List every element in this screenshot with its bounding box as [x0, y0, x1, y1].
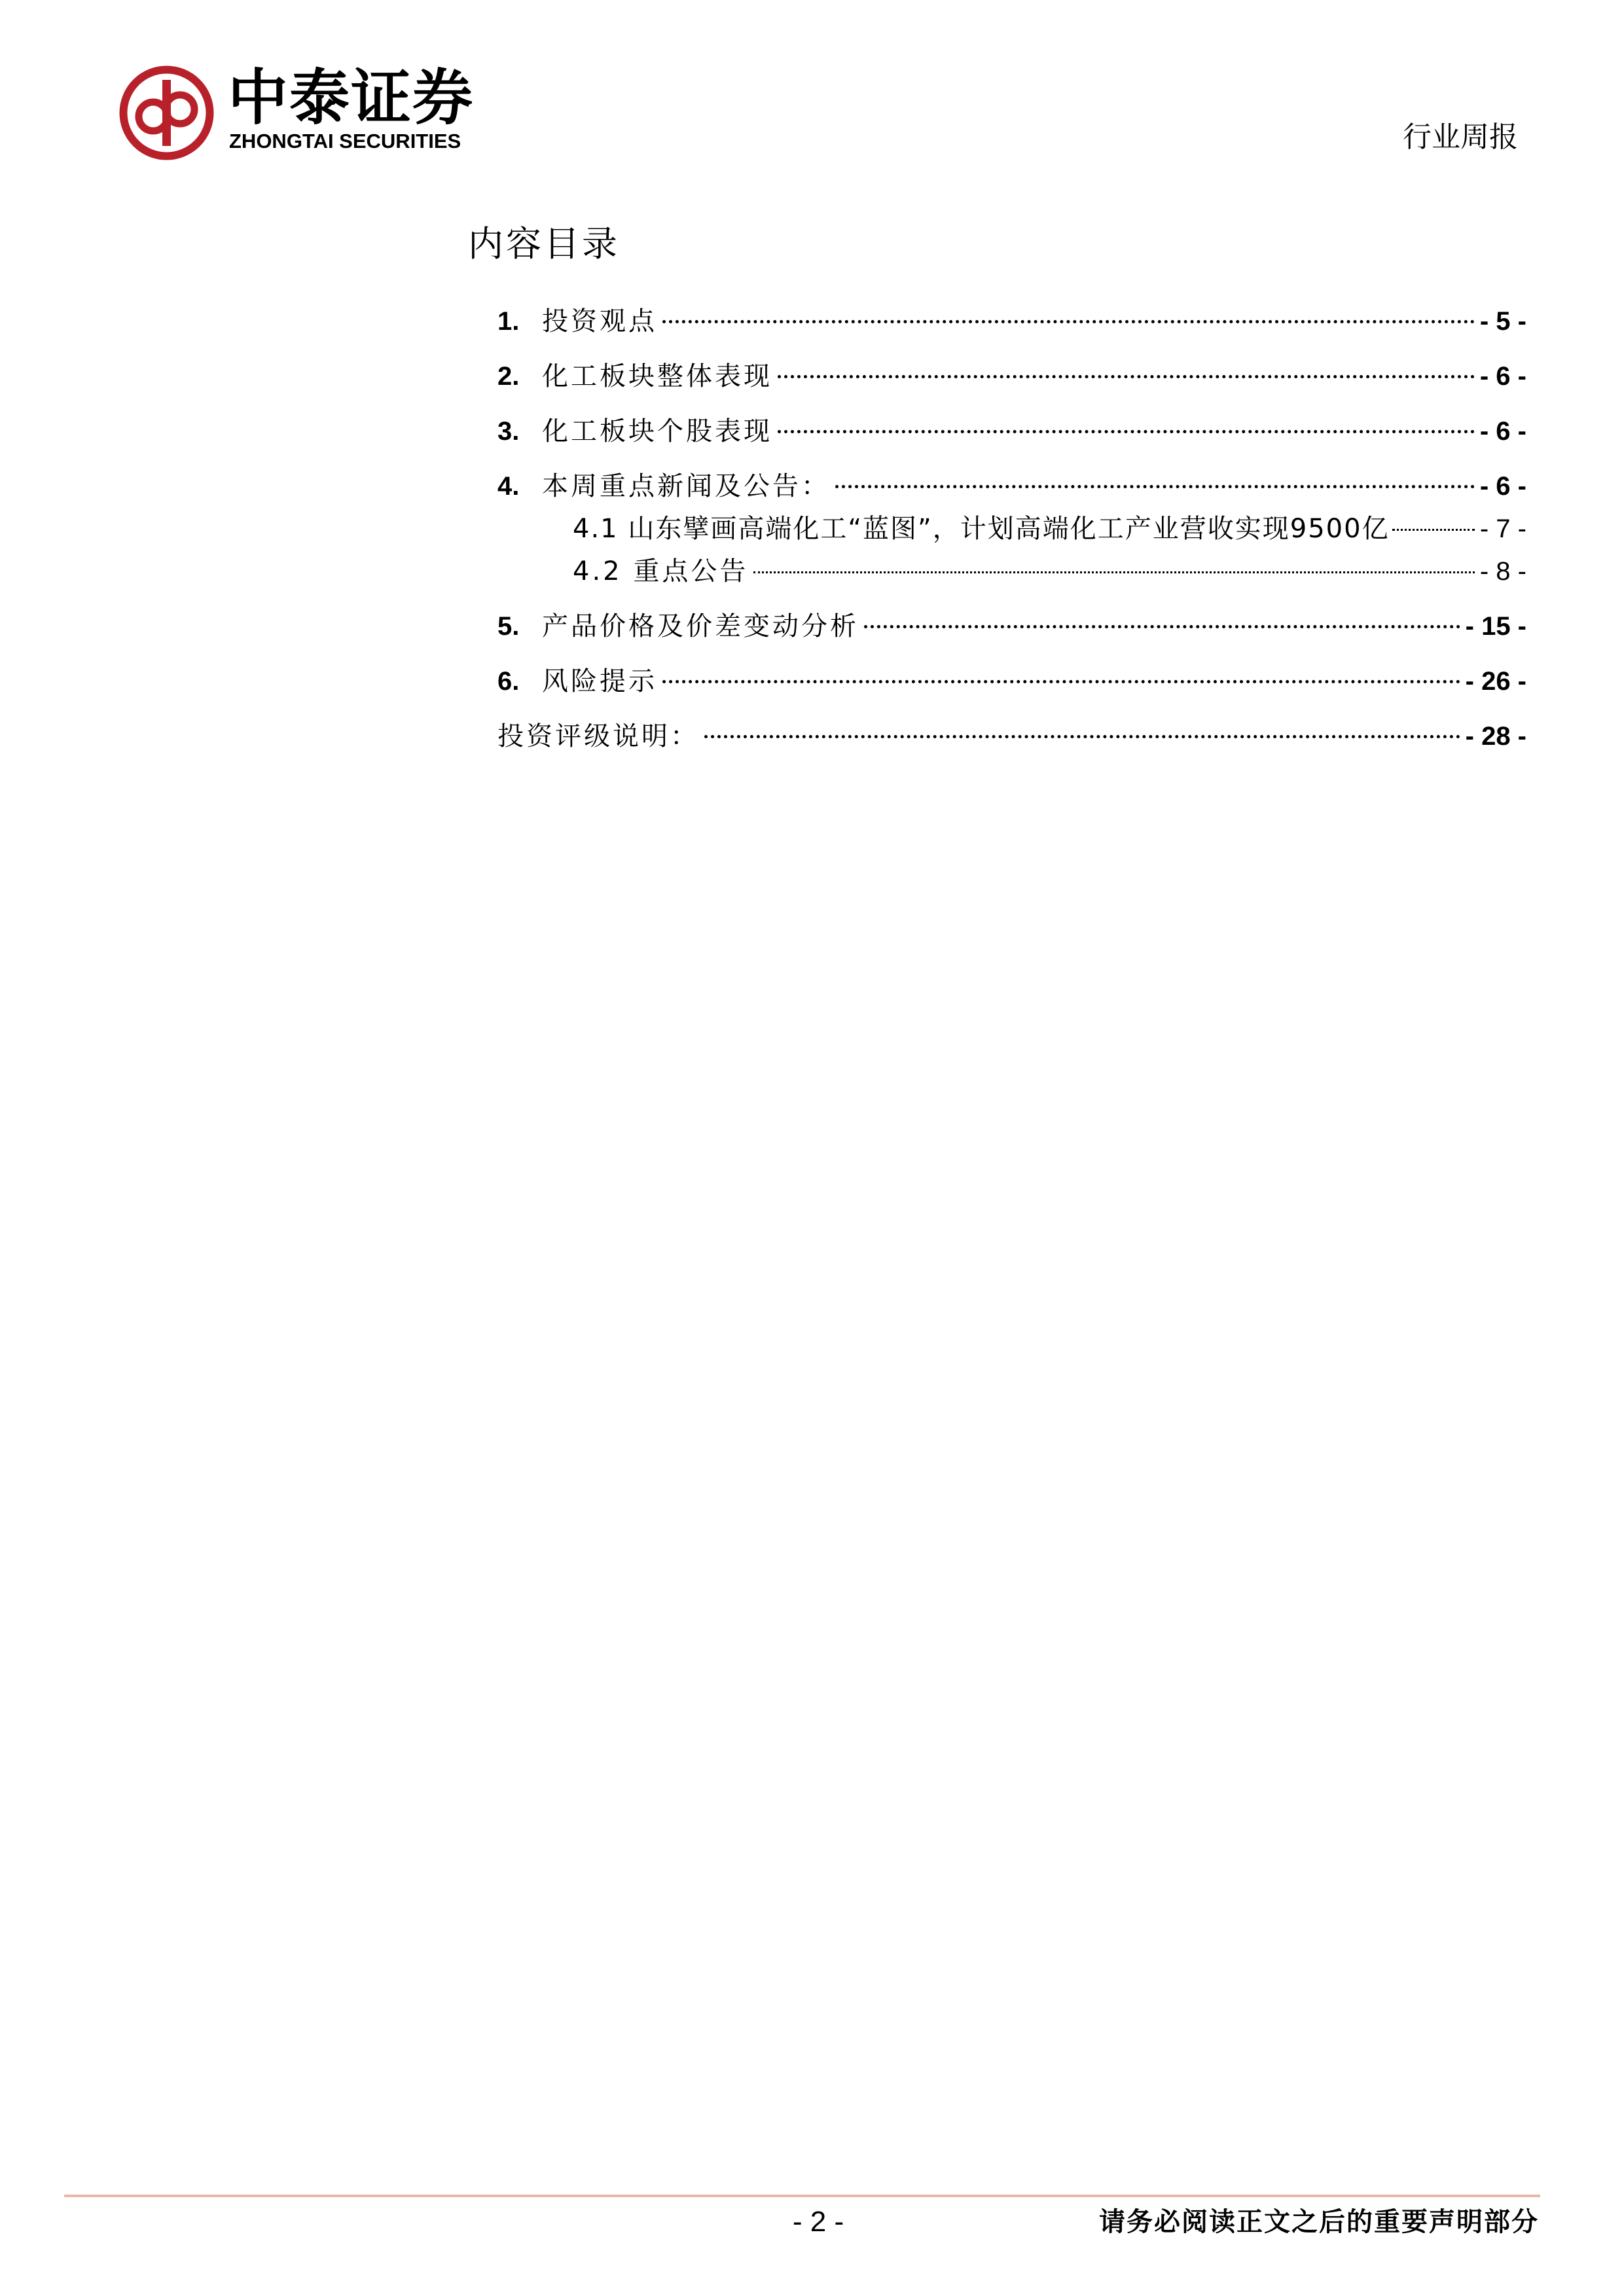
- toc-dot-leader: [778, 375, 1475, 378]
- toc-subentry-title: 4.2 重点公告: [573, 556, 749, 586]
- toc-entry[interactable]: [497, 718, 1526, 755]
- toc-entry-title: 产品价格及价差变动分析: [542, 611, 859, 641]
- toc-entry-page: - 5 -: [1479, 307, 1526, 336]
- toc-dot-leader: [778, 430, 1475, 433]
- toc-entry-title: 风险提示: [542, 666, 657, 696]
- toc-subentry-page: - 7 -: [1479, 514, 1526, 543]
- toc-dot-leader: [835, 485, 1475, 488]
- toc-entry-title: 投资评级说明：: [497, 721, 699, 751]
- toc-entry-number: 6.: [497, 667, 520, 696]
- footer-divider: [64, 2195, 1540, 2197]
- toc-entry-page: - 6 -: [1479, 362, 1526, 391]
- toc-entry-number: 3.: [497, 417, 520, 446]
- toc-entry-page: - 15 -: [1465, 612, 1526, 641]
- toc-entry-number: 5.: [497, 612, 520, 641]
- toc-dot-leader: [662, 320, 1475, 323]
- toc-entry-page: - 28 -: [1465, 722, 1526, 751]
- toc-entry[interactable]: [497, 303, 1526, 340]
- toc-subentry[interactable]: [497, 553, 1526, 590]
- toc-dot-leader: [864, 625, 1460, 628]
- toc-entry[interactable]: [497, 468, 1526, 505]
- toc-entry-number: 4.: [497, 472, 520, 501]
- zhongtai-logo-icon: [119, 65, 214, 160]
- toc-entry[interactable]: [497, 358, 1526, 395]
- toc-dot-leader: [662, 680, 1460, 683]
- toc-entry-title: 本周重点新闻及公告：: [542, 471, 830, 501]
- toc-entry-title: 化工板块整体表现: [542, 361, 772, 391]
- logo-english-name: ZHONGTAI SECURITIES: [229, 130, 461, 152]
- toc-entry-page: - 6 -: [1479, 472, 1526, 501]
- disclaimer-note: 请务必阅读正文之后的重要声明部分: [1099, 2207, 1539, 2237]
- toc-entry-number: 2.: [497, 362, 520, 391]
- toc-entry-title: 投资观点: [542, 306, 657, 336]
- toc-dot-leader: [1392, 529, 1475, 531]
- toc-dot-leader: [753, 571, 1475, 573]
- toc-dot-leader: [704, 735, 1460, 738]
- page-number: - 2 -: [792, 2206, 844, 2238]
- toc-entry[interactable]: [497, 413, 1526, 450]
- report-type-label: 行业周报: [1403, 120, 1518, 154]
- logo-chinese-name: 中泰证券: [228, 63, 475, 133]
- toc-title: 内容目录: [468, 223, 620, 264]
- toc-subentry-title: 4.1 山东擘画高端化工“蓝图”，计划高端化工产业营收实现9500亿: [573, 514, 1390, 544]
- toc-entry[interactable]: [497, 608, 1526, 645]
- toc-entry[interactable]: [497, 663, 1526, 700]
- toc-subentry-page: - 8 -: [1479, 557, 1526, 586]
- toc-entry-title: 化工板块个股表现: [542, 416, 772, 446]
- toc-entry-page: - 6 -: [1479, 417, 1526, 446]
- toc-subentry[interactable]: [497, 511, 1526, 547]
- toc-entry-number: 1.: [497, 307, 520, 336]
- toc-entry-page: - 26 -: [1465, 667, 1526, 696]
